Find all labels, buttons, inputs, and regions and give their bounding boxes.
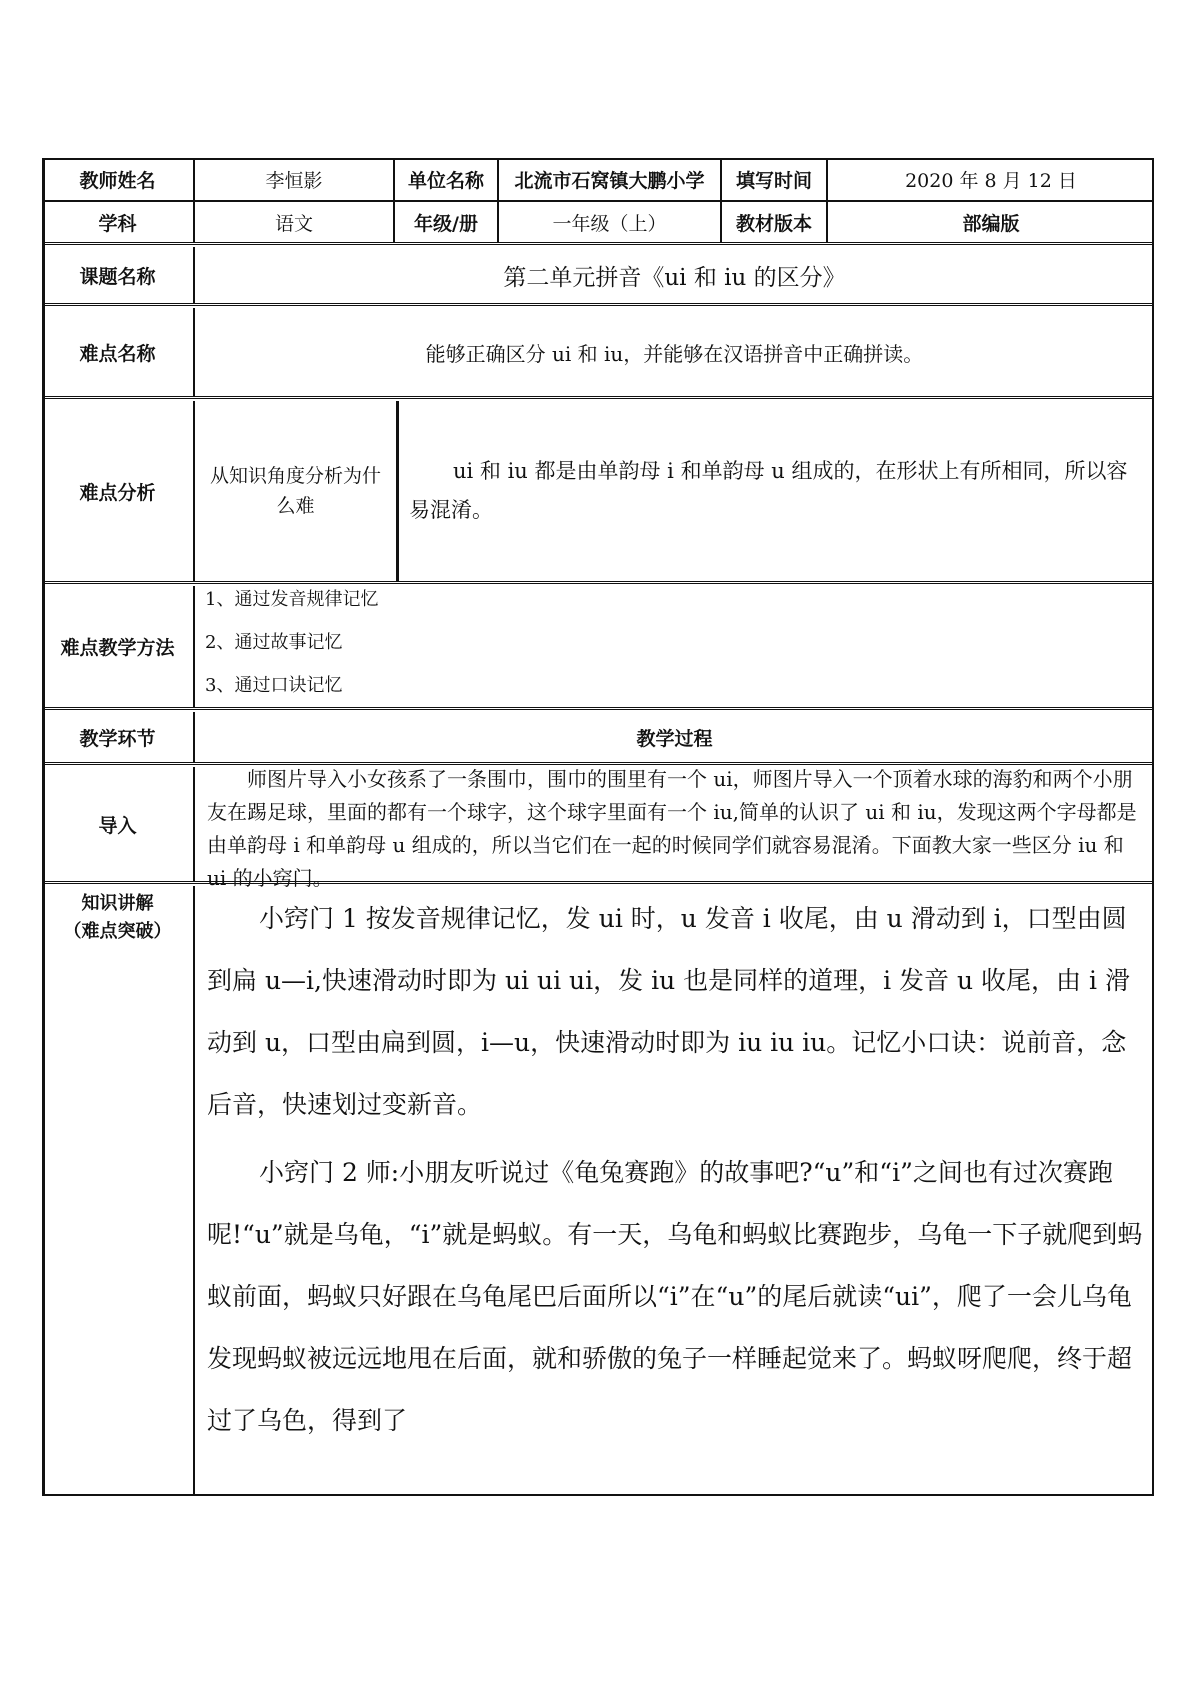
analysis-label: 难点分析 <box>42 401 195 581</box>
date-label: 填写时间 <box>722 158 828 200</box>
knowledge-paragraph-2: 小窍门 2 师:小朋友听说过《龟兔赛跑》的故事吧?“u”和“i”之间也有过次赛跑呢!“u”就是乌龟，“i”就是蚂蚁。有一天，乌龟和蚂蚁比赛跑步，乌龟一下子就爬到蚂蚁前面，蚂蚁只好跟在乌龟尾巴后面所以“i”在“u”的尾后就读“ui”，爬了一会儿乌龟发现蚂蚁被远远地甩在后面，就和骄傲的兔子一样睡起觉来了。蚂蚁呀爬爬，终于超过了乌色，得到了 <box>207 1158 1143 1435</box>
intro-row <box>42 767 1154 890</box>
knowledge-label <box>42 886 195 1496</box>
methods-row <box>42 586 1154 707</box>
method-item: 3、通过口诀记忆 <box>205 675 343 696</box>
topic-label: 课题名称 <box>42 247 195 303</box>
teacher-value: 李恒影 <box>195 158 395 200</box>
unit-label: 单位名称 <box>395 158 499 200</box>
knowledge-paragraph-1: 小窍门 1 按发音规律记忆，发 ui 时，u 发音 i 收尾，由 u 滑动到 i，口型由圆到扁 u—i,快速滑动时即为 ui ui ui，发 iu 也是同样的道理，i 发音 u 收尾，由 i 滑动到 u，口型由扁到圆，i—u，快速滑动时即为 iu iu iu。记忆小口诀：说前音，念后音，快速划过变新音。 <box>207 904 1130 1119</box>
analysis-value: ui 和 iu 都是由单韵母 i 和单韵母 u 组成的，在形状上有所相同，所以容易混淆。 <box>409 459 1128 522</box>
edition-value: 部编版 <box>962 212 1020 235</box>
knowledge-label-line2: （难点突破） <box>63 921 172 942</box>
knowledge-row <box>42 886 1154 1496</box>
intro-label: 导入 <box>42 767 195 881</box>
process-value: 教学过程 <box>636 727 713 750</box>
teacher-label: 教师姓名 <box>42 158 195 200</box>
date-value: 2020 年 8 月 12 日 <box>905 169 1077 192</box>
header-row-2 <box>42 202 1154 242</box>
grade-value: 一年级（上） <box>499 202 722 242</box>
difficulty-row <box>42 308 1154 396</box>
knowledge-content <box>195 886 1154 1496</box>
topic-value: 第二单元拼音《ui 和 iu 的区分》 <box>503 264 846 291</box>
grade-label: 年级/册 <box>395 202 499 242</box>
analysis-sub-label: 从知识角度分析为什么难 <box>195 401 399 581</box>
header-row-1 <box>42 158 1154 200</box>
knowledge-label-line1: 知识讲解 <box>81 893 154 914</box>
unit-value: 北流市石窝镇大鹏小学 <box>499 158 722 200</box>
edition-label: 教材版本 <box>722 202 828 242</box>
difficulty-value: 能够正确区分 ui 和 iu，并能够在汉语拼音中正确拼读。 <box>425 341 924 366</box>
subject-value: 语文 <box>195 202 395 242</box>
process-header-row <box>42 712 1154 762</box>
difficulty-label: 难点名称 <box>42 308 195 396</box>
method-item: 1、通过发音规律记忆 <box>205 589 379 610</box>
analysis-row <box>42 401 1154 581</box>
methods-label: 难点教学方法 <box>42 586 195 707</box>
intro-value: 师图片导入小女孩系了一条围巾，围巾的围里有一个 ui，师图片导入一个顶着水球的海豹和两个小朋友在踢足球，里面的都有一个球字，这个球字里面有一个 iu,简单的认识了 ui 和 iu，发现这两个字母都是由单韵母 i 和单韵母 u 组成的，所以当它们在一起的时候同学们就容易混淆。下面教大家一些区分 iu 和 ui 的小窍门。 <box>207 767 1137 890</box>
method-item: 2、通过故事记忆 <box>205 632 343 653</box>
subject-label: 学科 <box>42 202 195 242</box>
methods-list <box>195 586 1154 707</box>
intro-value-cell <box>195 767 1154 890</box>
analysis-value-cell <box>399 401 1154 581</box>
topic-row <box>42 247 1154 303</box>
process-label: 教学环节 <box>42 712 195 762</box>
